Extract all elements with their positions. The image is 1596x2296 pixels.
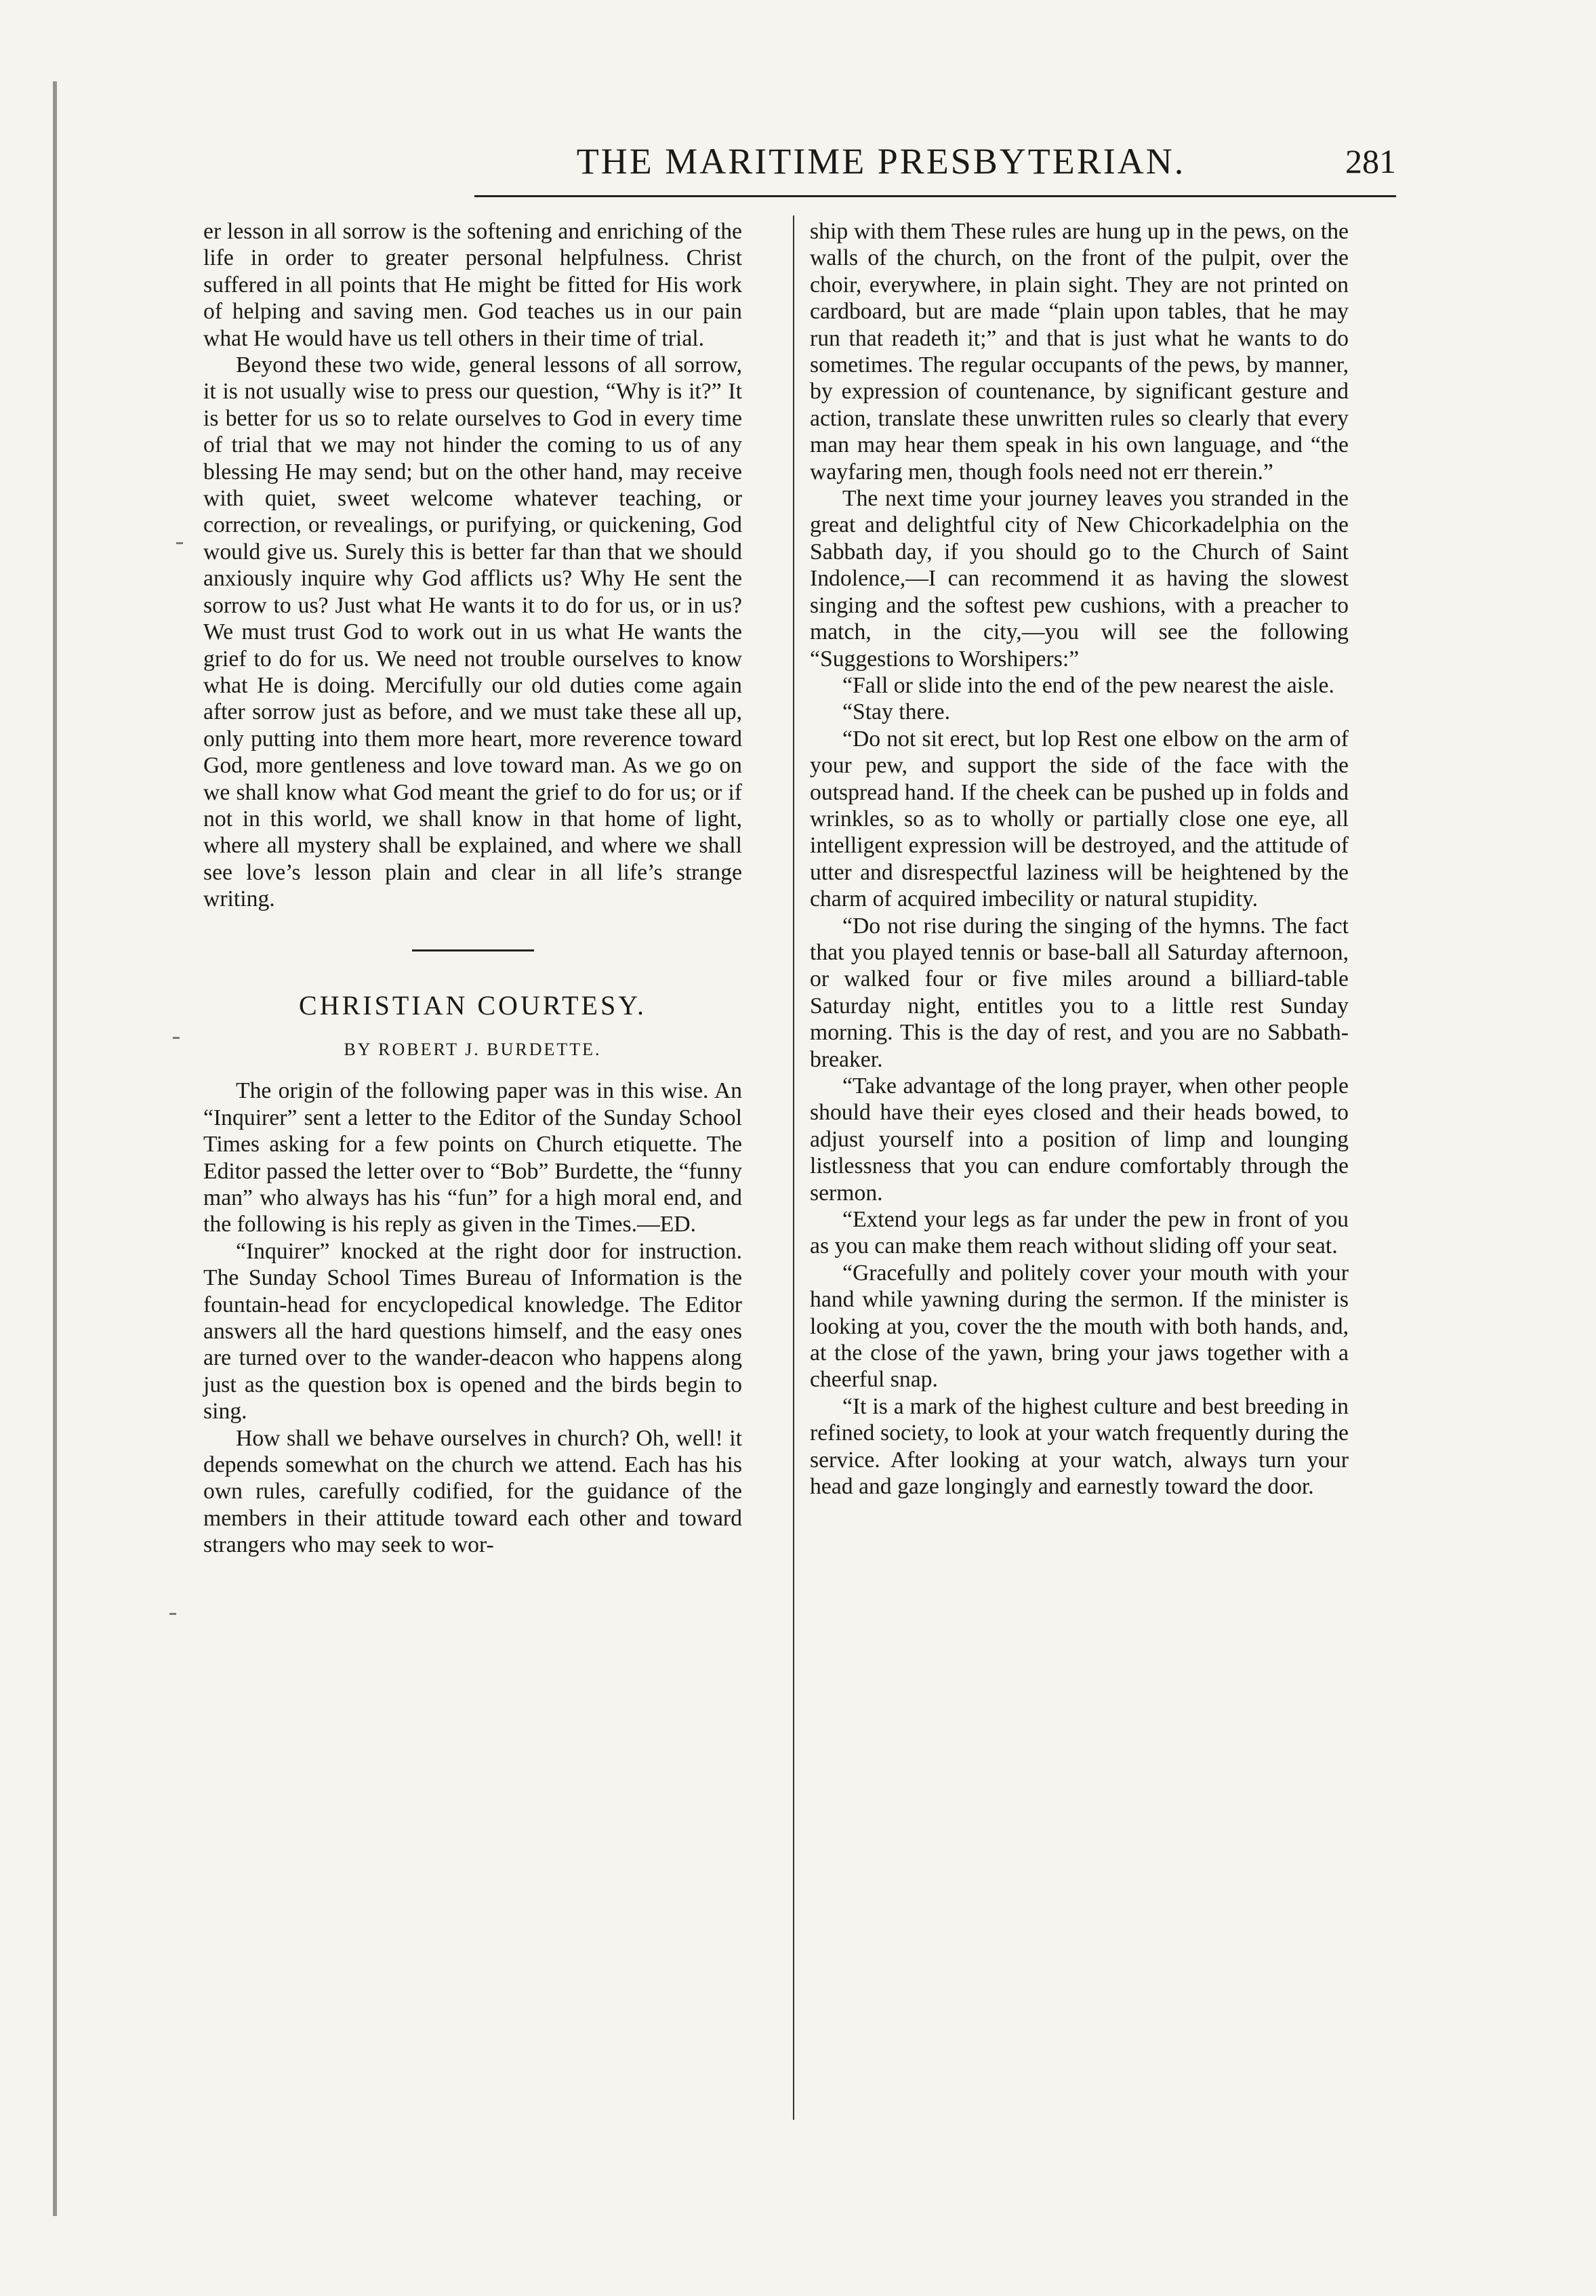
column-rule <box>793 216 794 2120</box>
paragraph: “Take advantage of the long prayer, when other people should have their eyes closed and their heads bowed, to adjust yourself into a position of limp and lounging listlessness that you can endure comfortably through the sermon. <box>810 1073 1349 1206</box>
paragraph: “Stay there. <box>842 699 951 725</box>
paragraph: How shall we behave ourselves in church? Oh, well! it depends somewhat on the church we attend. Each has his own rules, carefully codified, for the guidance of the members in their attitude toward each other and toward strangers who may seek to wor- <box>203 1425 742 1558</box>
paragraph: “Extend your legs as far under the pew in front of you as you can make them reach without sliding off your seat. <box>810 1207 1349 1259</box>
margin-mark <box>173 1037 180 1039</box>
paragraph: “Do not rise during the singing of the hymns. The fact that you played tennis or base-ball all Saturday afternoon, or walked four or five miles around a billiard-table Saturday night, entitles you to a little rest Sunday morning. This is the day of rest, and you are no Sabbath-breaker. <box>810 913 1349 1072</box>
scan-edge-shadow <box>53 81 57 2216</box>
paragraph: “Gracefully and politely cover your mouth with your hand while yawning during the sermon. If the minister is looking at you, cover the the mouth with both hands, and, at the close of the yawn, bring your jaws together with a cheerful snap. <box>810 1260 1349 1393</box>
paragraph: The next time your journey leaves you stranded in the great and delightful city of New Chicorkadelphia on the Sabbath day, if you should go to the Church of Saint Indolence,—I can recommend it as having the slowest singing and the softest pew cushions, with a preacher to match, in the city,—you will see the following “Suggestions to Worshipers:” <box>810 486 1349 672</box>
page-number: 281 <box>1345 142 1396 180</box>
margin-mark <box>176 542 183 544</box>
section-separator <box>412 949 534 951</box>
paragraph: “It is a mark of the highest culture and best breeding in refined society, to look at your watch frequently during the service. After looking at your watch, always turn your head and gaze longingly and earnestly toward the door. <box>810 1393 1349 1500</box>
paragraph: “Inquirer” knocked at the right door for instruction. The Sunday School Times Bureau of Information is the fountain-head for encyclopedical knowledge. The Editor answers all the hard questions himself, and the easy ones are turned over to the wander-deacon who happens along just as the question box is opened and the birds begin to sing. <box>203 1238 742 1424</box>
byline: BY ROBERT J. BURDETTE. <box>344 1039 602 1059</box>
paragraph: Beyond these two wide, general lessons of all sorrow, it is not usually wise to press our question, “Why is it?” It is better for us so to relate ourselves to God in every time of trial that we may not hinder the coming to us of any blessing He may send; but on the other hand, may receive with quiet, sweet welcome whatever teaching, or correction, or revealings, or purifying, or quickening, God would give us. Surely this is better far than that we should anxiously inquire why God afflicts us? Why He sent the sorrow to us? Just what He wants it to do for us, or in us? We must trust God to work out in us what He wants the grief to do for us. We need not trouble ourselves to know what He is doing. Mercifully our old duties come again after sorrow just as before, and we must take these all up, only putting into them more heart, more reverence toward God, more gentleness and love toward man. As we go on we shall know what God meant the grief to do for us; or if not in this world, we shall know in that home of light, where all mystery shall be explained, and where we shall see love’s lesson plain and clear in all life’s strange writing. <box>203 352 742 912</box>
running-head: THE MARITIME PRESBYTERIAN. <box>576 141 1186 182</box>
paragraph: “Do not sit erect, but lop Rest one elbow on the arm of your pew, and support the side of the face with the outspread hand. If the cheek can be pushed up in folds and wrinkles, so as to wholly or partially close one eye, all intelligent expression will be destroyed, and the attitude of utter and disrespectful laziness will be heightened by the charm of acquired imbecility or natural stupidity. <box>810 726 1349 912</box>
editor-note: The origin of the following paper was in this wise. An “Inquirer” sent a letter to the Editor of the Sunday School Times asking for a few points on Church etiquette. The Editor passed the letter over to “Bob” Burdette, the “funny man” who always has his “fun” for a high moral end, and the following is his reply as given in the Times.—ED. <box>203 1078 742 1237</box>
paragraph: “Fall or slide into the end of the pew nearest the aisle. <box>842 672 1334 698</box>
section-title: CHRISTIAN COURTESY. <box>299 989 647 1021</box>
paragraph: ship with them These rules are hung up in the pews, on the walls of the church, on the front of the pulpit, over the choir, everywhere, in plain sight. They are not printed on cardboard, but are made “plain upon tables, that he may run that readeth it;” and that is just what he wants to do sometimes. The regular occupants of the pews, by manner, by expression of countenance, by significant gesture and action, translate these unwritten rules so clearly that every man may hear them speak in his own language, and “the wayfaring men, though fools need not err therein.” <box>810 219 1349 485</box>
paragraph: er lesson in all sorrow is the softening and enriching of the life in order to greater personal helpfulness. Christ suffered in all points that He might be fitted for His work of helping and saving men. God teaches us in our pain what He would have us tell others in their time of trial. <box>203 219 742 351</box>
left-column <box>203 218 742 1559</box>
margin-mark <box>169 1613 176 1615</box>
page-header <box>474 134 1396 197</box>
right-column <box>810 218 1349 1500</box>
